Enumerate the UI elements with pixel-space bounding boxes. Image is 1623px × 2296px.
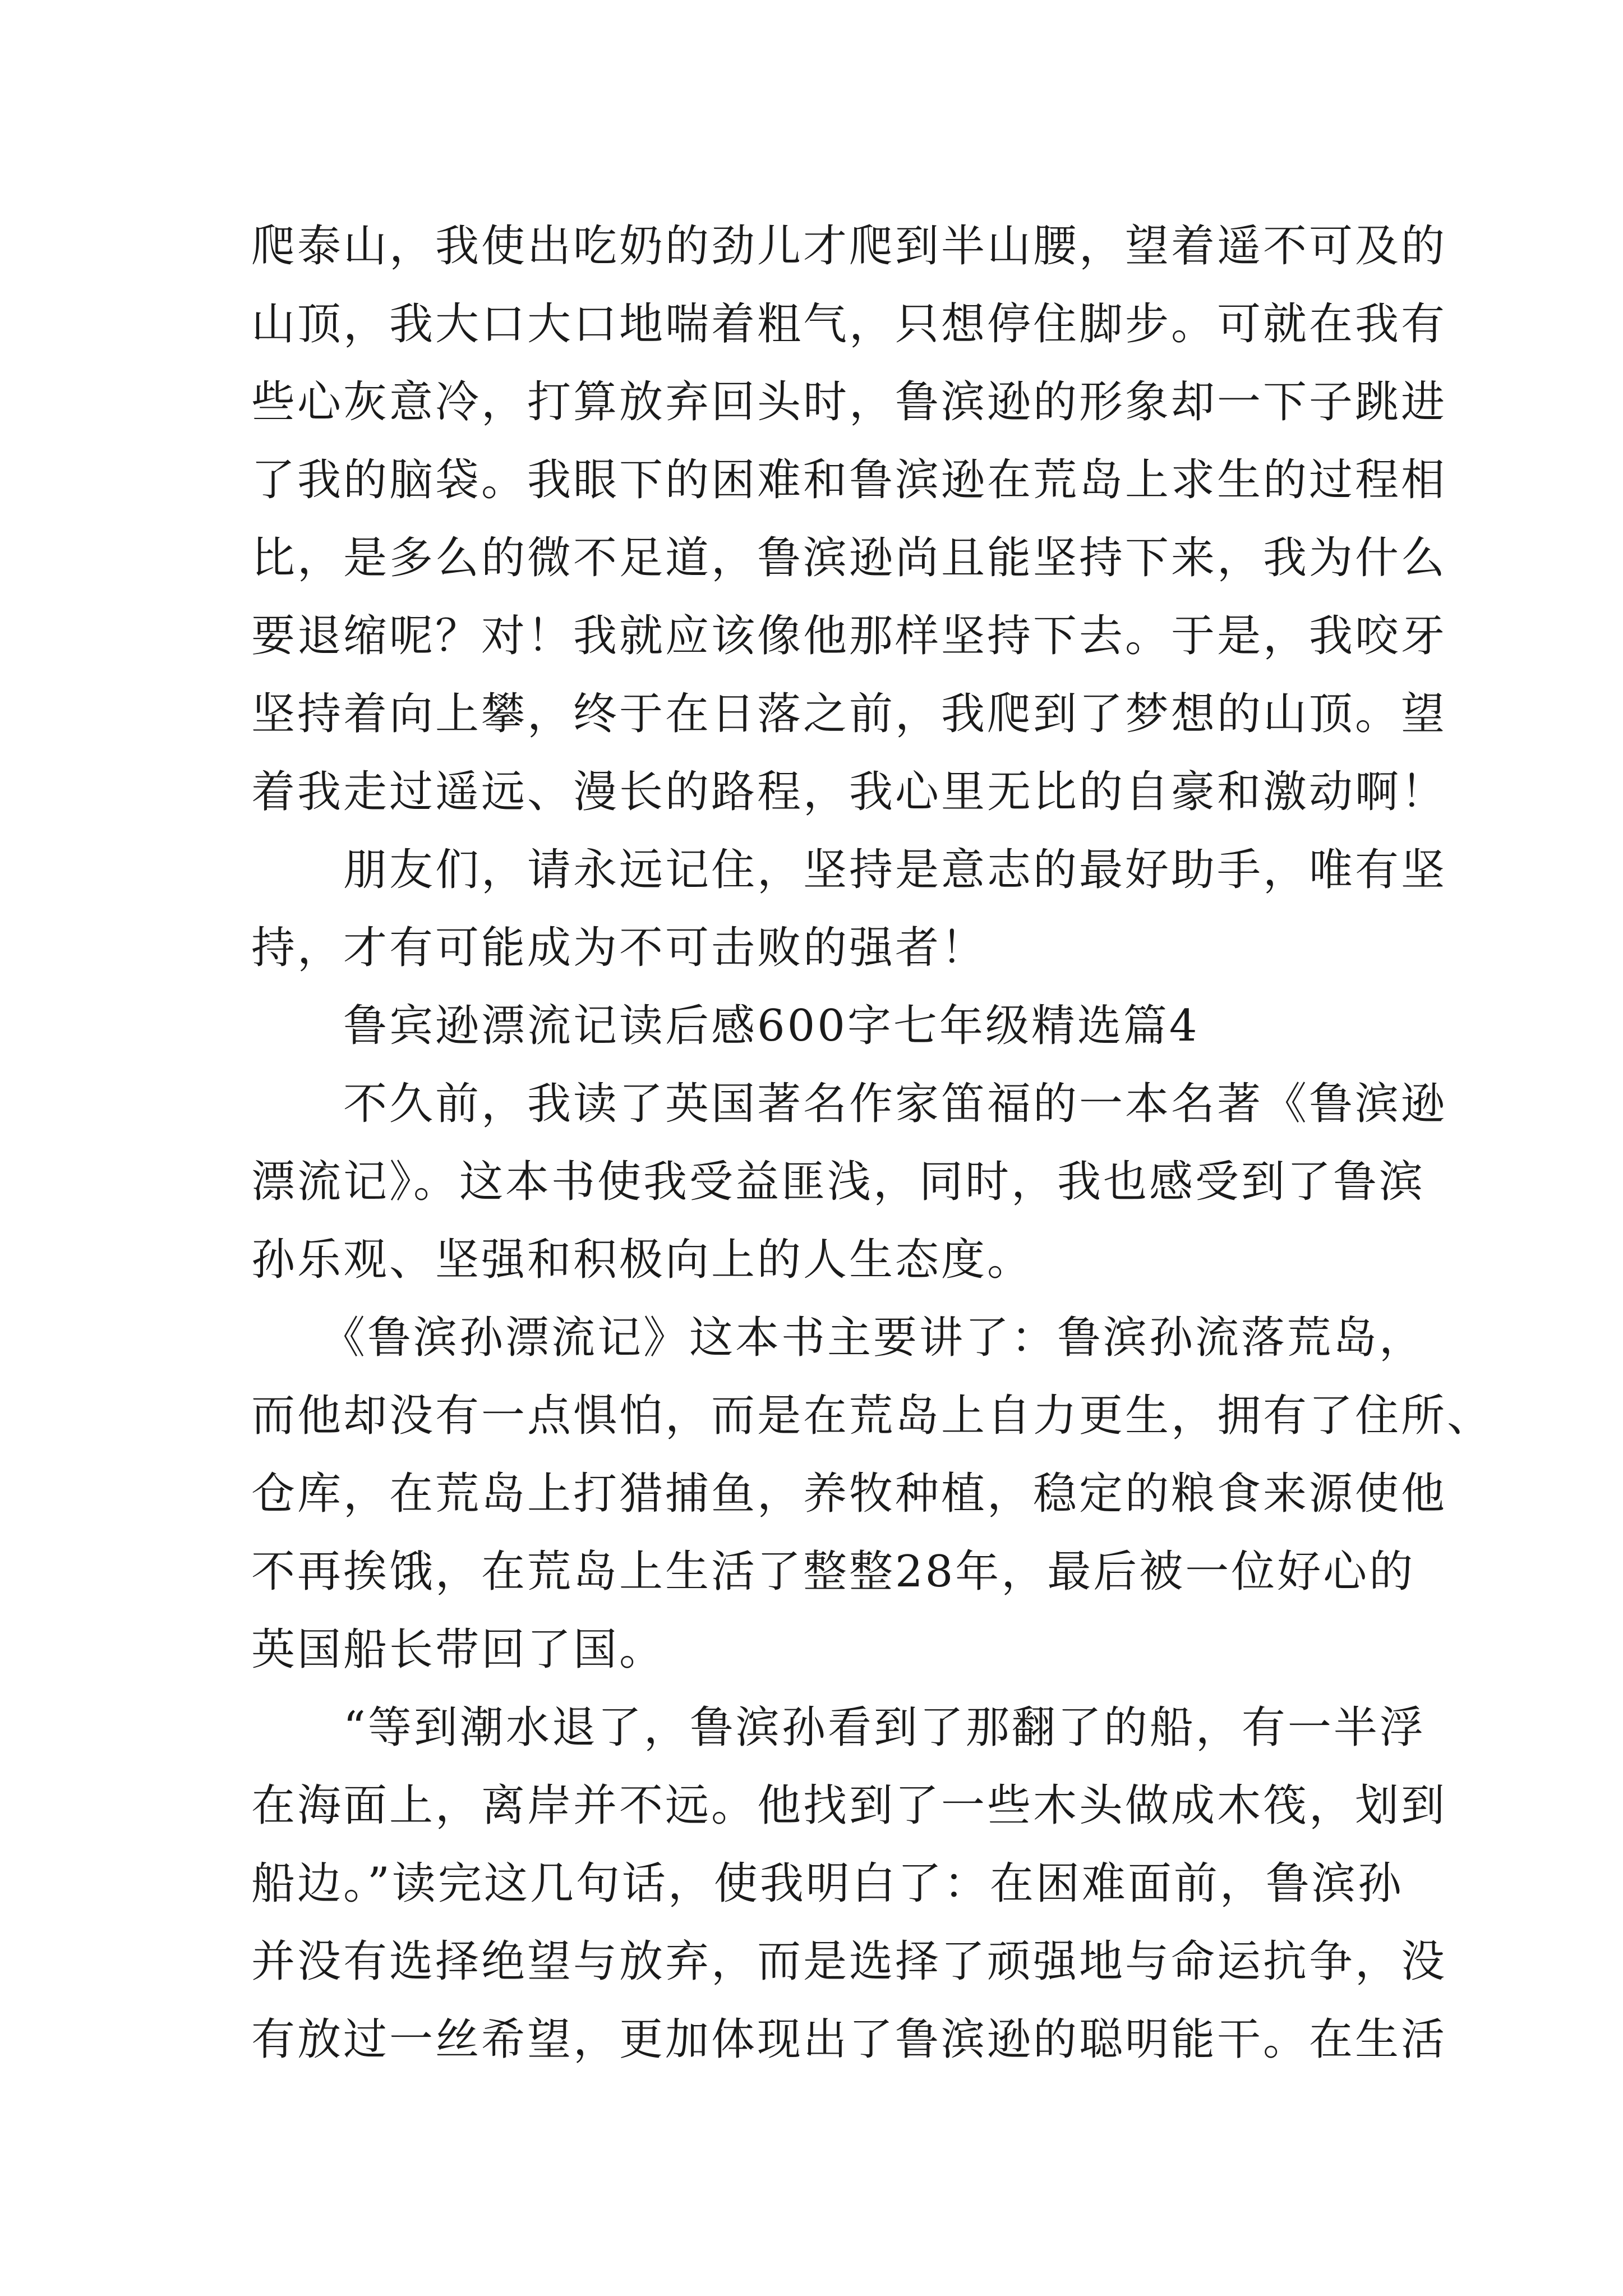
text-line: 爬泰山，我使出吃奶的劲儿才爬到半山腰，望着遥不可及的 [251,221,1447,272]
text-line: 而他却没有一点惧怕，而是在荒岛上自力更生，拥有了住所、 [251,1391,1493,1441]
text-line: 在海面上，离岸并不远。他找到了一些木头做成木筏，划到 [251,1780,1447,1831]
text-line: 不再挨饿，在荒岛上生活了整整28年，最后被一位好心的 [251,1547,1415,1597]
text-line: 坚持着向上攀，终于在日落之前，我爬到了梦想的山顶。望 [251,689,1447,739]
section-heading: 鲁宾逊漂流记读后感600字七年级精选篇4 [251,1001,1200,1051]
text-line: 有放过一丝希望，更加体现出了鲁滨逊的聪明能干。在生活 [251,2014,1447,2065]
text-line: 着我走过遥远、漫长的路程，我心里无比的自豪和激动啊！ [251,767,1447,817]
text-line: 朋友们，请永远记住，坚持是意志的最好助手，唯有坚 [251,845,1447,895]
text-line: 《鲁滨孙漂流记》这本书主要讲了：鲁滨孙流落荒岛， [251,1313,1426,1363]
text-line: 孙乐观、坚强和积极向上的人生态度。 [251,1235,1034,1285]
text-line: 仓库，在荒岛上打猎捕鱼，养牧种植，稳定的粮食来源使他 [251,1469,1447,1519]
text-line: 并没有选择绝望与放弃，而是选择了顽强地与命运抗争，没 [251,1936,1447,1987]
text-line: 了我的脑袋。我眼下的困难和鲁滨逊在荒岛上求生的过程相 [251,455,1447,505]
text-line: 不久前，我读了英国著名作家笛福的一本名著《鲁滨逊 [251,1079,1447,1129]
text-line: 英国船长带回了国。 [251,1625,666,1675]
text-line: 船边。”读完这几句话，使我明白了：在困难面前，鲁滨孙 [251,1858,1404,1909]
document-body [251,208,1493,2079]
text-line: 持，才有可能成为不可击败的强者！ [251,923,988,973]
text-line: 要退缩呢？对！我就应该像他那样坚持下去。于是，我咬牙 [251,611,1447,661]
text-line: 山顶，我大口大口地喘着粗气，只想停住脚步。可就在我有 [251,299,1447,349]
text-line: “等到潮水退了，鲁滨孙看到了那翻了的船，有一半浮 [251,1703,1426,1753]
text-line: 些心灰意冷，打算放弃回头时，鲁滨逊的形象却一下子跳进 [251,377,1447,427]
text-line: 漂流记》。这本书使我受益匪浅，同时，我也感受到了鲁滨 [251,1157,1426,1207]
text-line: 比，是多么的微不足道，鲁滨逊尚且能坚持下来，我为什么 [251,533,1447,583]
